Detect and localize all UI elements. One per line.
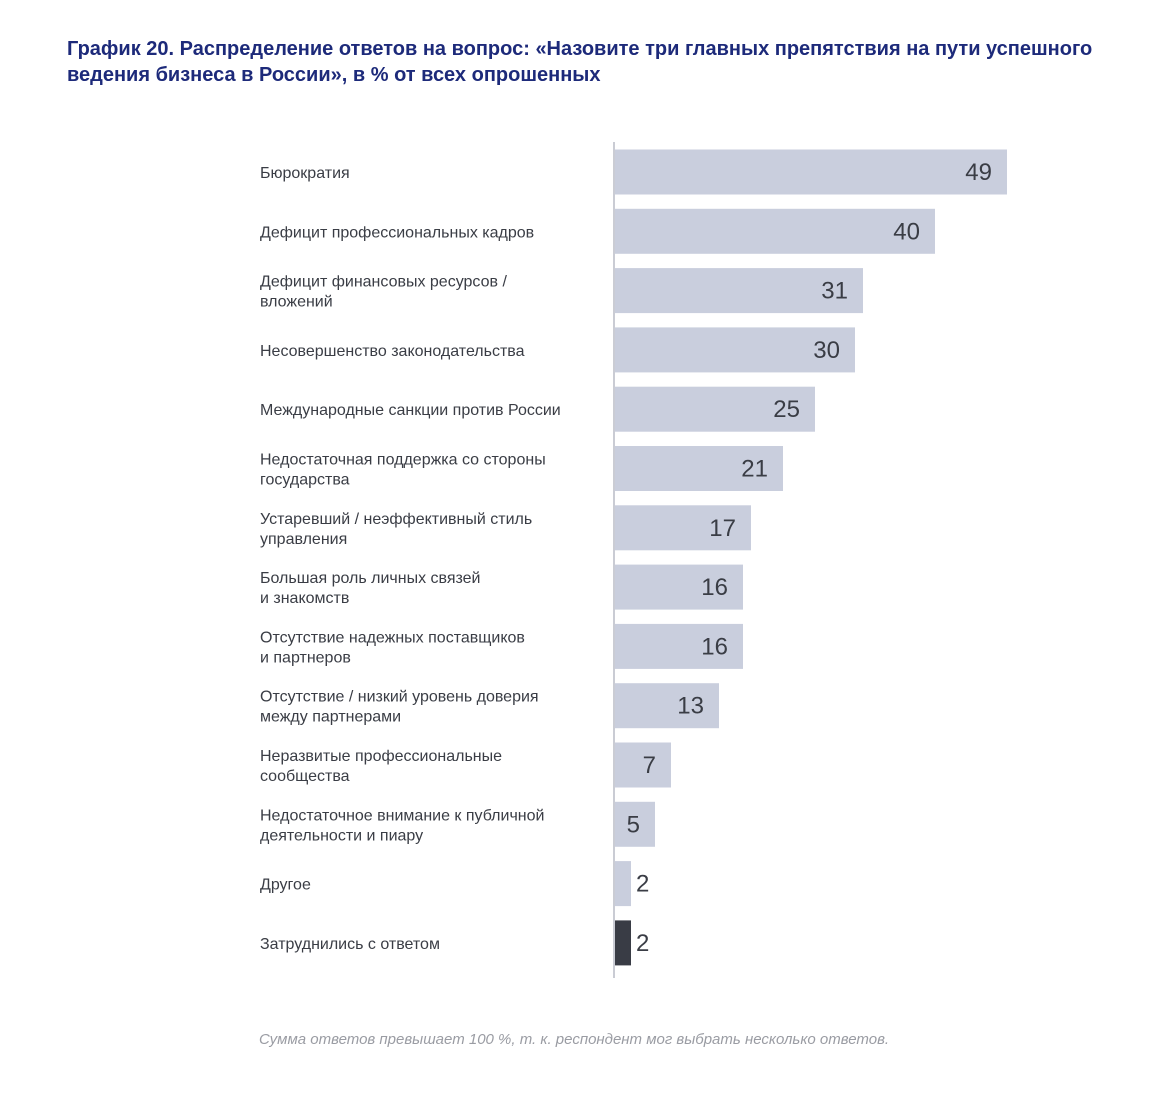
category-label <box>260 629 525 666</box>
title-suffix: , в % от всех опрошенных <box>341 64 601 86</box>
value-label: 40 <box>893 218 920 246</box>
category-label <box>260 570 481 607</box>
category-label-line: Устаревший / неэффективный стиль <box>260 510 533 528</box>
value-label: 7 <box>642 752 656 779</box>
category-label-line: Отсутствие / низкий уровень доверия <box>260 688 539 706</box>
category-label-line: Большая роль личных связей <box>260 570 481 588</box>
value-label: 17 <box>709 514 736 542</box>
category-label <box>260 689 539 726</box>
bar <box>615 209 935 254</box>
category-label <box>260 274 507 311</box>
value-label: 2 <box>636 929 650 957</box>
category-label-line: Недостаточное внимание к публичной <box>260 807 545 825</box>
category-label: Дефицит профессиональных кадров <box>260 224 535 242</box>
bar <box>615 150 1007 195</box>
category-label-line: между партнерами <box>260 708 402 726</box>
value-label: 31 <box>821 277 848 305</box>
footnote: Сумма ответов превышает 100 %, т. к. респондент мог выбрать несколько ответов. <box>259 1031 890 1048</box>
category-label-line: вложений <box>260 293 333 311</box>
category-label: Международные санкции против России <box>260 402 561 420</box>
value-label: 25 <box>773 396 800 424</box>
category-label <box>260 452 546 489</box>
category-label-line: и партнеров <box>260 649 351 667</box>
value-label: 13 <box>677 692 704 720</box>
category-label-line: Дефицит финансовых ресурсов / <box>260 273 507 291</box>
value-label: 49 <box>965 159 992 186</box>
category-label <box>260 511 532 548</box>
category-label-line: деятельности и пиару <box>260 827 424 845</box>
category-label-line: сообщества <box>260 768 350 785</box>
value-label: 2 <box>636 870 650 898</box>
category-label: Затруднились с ответом <box>260 935 440 953</box>
value-label: 16 <box>701 574 728 602</box>
value-label: 30 <box>813 336 840 364</box>
category-label: Бюрократия <box>260 165 350 182</box>
category-label-line: управления <box>260 530 348 548</box>
category-label <box>260 807 544 844</box>
category-label-line: Отсутствие надежных поставщиков <box>260 629 525 647</box>
bar <box>615 920 631 965</box>
category-label-line: и знакомств <box>260 590 350 608</box>
category-label-line: Неразвитые профессиональные <box>260 748 503 765</box>
value-label: 21 <box>741 455 768 483</box>
bar <box>615 861 631 906</box>
category-label <box>260 748 502 785</box>
category-label: Другое <box>260 876 311 894</box>
chart-number: График 20. <box>67 38 175 60</box>
category-label: Несовершенство законодательства <box>260 342 525 360</box>
category-label-line: Недостаточная поддержка со стороны <box>260 451 546 469</box>
category-label-line: государства <box>260 471 350 489</box>
title-text: Распределение ответов на вопрос: <box>174 38 536 60</box>
title-question: «Назовите три главных препятствия на пути успешного ведения бизнеса в России» <box>67 38 1093 86</box>
value-label: 16 <box>701 633 728 661</box>
value-label: 5 <box>626 811 640 839</box>
